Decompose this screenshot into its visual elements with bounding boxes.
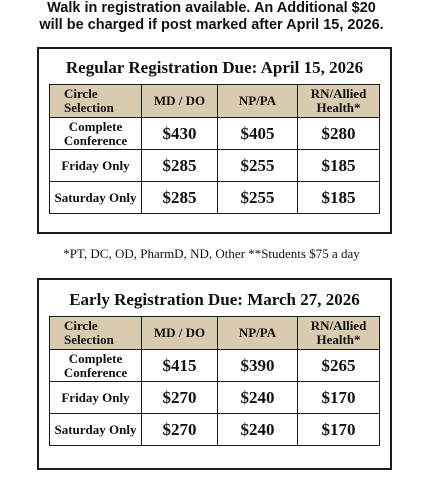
row-label: Saturday Only xyxy=(50,414,142,446)
early-price-table xyxy=(49,316,380,446)
row-label: Complete Conference xyxy=(50,118,142,150)
price-md-do: $285 xyxy=(142,182,218,214)
registration-notice xyxy=(0,0,423,34)
table-row xyxy=(50,118,380,150)
table-row xyxy=(50,182,380,214)
price-np-pa: $240 xyxy=(218,382,298,414)
table-header-row xyxy=(50,85,380,118)
price-rn-allied: $170 xyxy=(298,382,380,414)
header-md-do: MD / DO xyxy=(142,85,218,118)
early-registration-box xyxy=(37,278,392,470)
row-label: Complete Conference xyxy=(50,350,142,382)
price-rn-allied: $170 xyxy=(298,414,380,446)
price-np-pa: $240 xyxy=(218,414,298,446)
regular-price-table xyxy=(49,84,380,214)
table-row xyxy=(50,414,380,446)
price-md-do: $415 xyxy=(142,350,218,382)
price-md-do: $285 xyxy=(142,150,218,182)
regular-registration-title: Regular Registration Due: April 15, 2026 xyxy=(65,58,364,77)
regular-registration-box xyxy=(37,47,392,234)
price-np-pa: $405 xyxy=(218,118,298,150)
price-np-pa: $255 xyxy=(218,182,298,214)
notice-line-1: Walk in registration available. An Additional $20 xyxy=(47,0,376,16)
header-selection: Circle Selection xyxy=(50,317,142,350)
header-selection: Circle Selection xyxy=(50,85,142,118)
header-rn-allied: RN/Allied Health* xyxy=(298,317,380,350)
price-md-do: $270 xyxy=(142,382,218,414)
header-np-pa: NP/PA xyxy=(218,317,298,350)
price-np-pa: $390 xyxy=(218,350,298,382)
price-md-do: $430 xyxy=(142,118,218,150)
early-registration-title: Early Registration Due: March 27, 2026 xyxy=(69,290,360,309)
notice-line-2: will be charged if post marked after April 15, 2026. xyxy=(39,17,384,33)
price-rn-allied: $280 xyxy=(298,118,380,150)
price-md-do: $270 xyxy=(142,414,218,446)
header-np-pa: NP/PA xyxy=(218,85,298,118)
row-label: Friday Only xyxy=(50,150,142,182)
table-row xyxy=(50,150,380,182)
row-label: Friday Only xyxy=(50,382,142,414)
header-rn-allied: RN/Allied Health* xyxy=(298,85,380,118)
price-rn-allied: $185 xyxy=(298,182,380,214)
row-label: Saturday Only xyxy=(50,182,142,214)
price-rn-allied: $265 xyxy=(298,350,380,382)
table-row xyxy=(50,382,380,414)
price-rn-allied: $185 xyxy=(298,150,380,182)
price-np-pa: $255 xyxy=(218,150,298,182)
footnote: *PT, DC, OD, PharmD, ND, Other **Students $75 a day xyxy=(63,246,360,261)
table-row xyxy=(50,350,380,382)
header-md-do: MD / DO xyxy=(142,317,218,350)
table-header-row xyxy=(50,317,380,350)
